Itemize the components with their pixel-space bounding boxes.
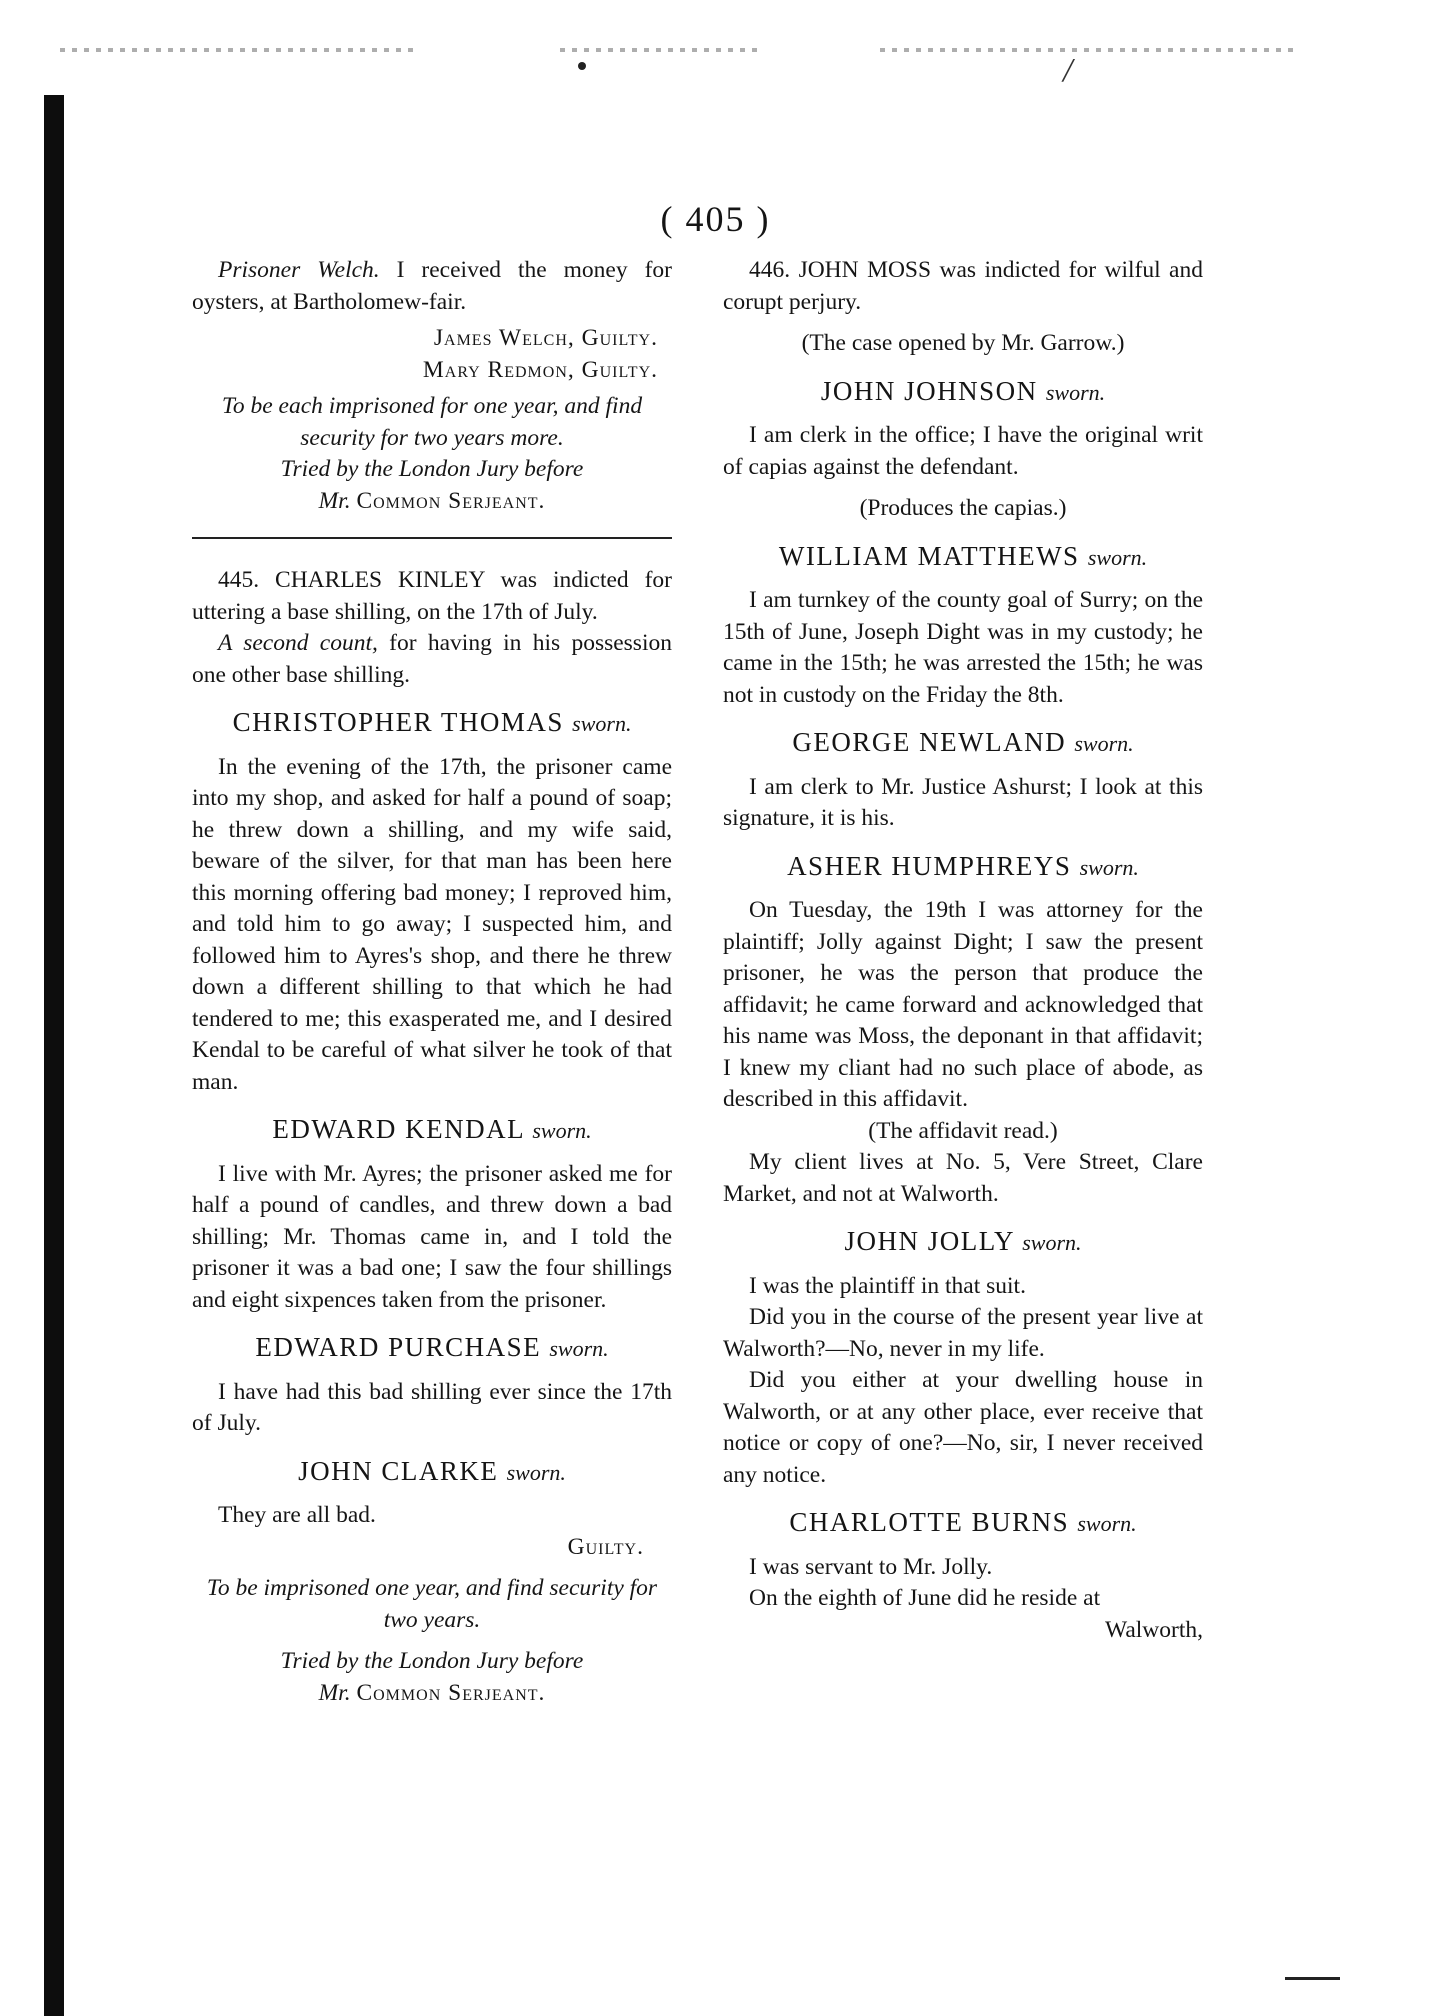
witness-testimony: I am turnkey of the county goal of Surry; on the 15th of June, Joseph Dight was in my custody; he came in the 15th; he was arrested the 15th; he was not in custody on the Friday the 8th. <box>723 587 1203 708</box>
witness-testimony: I am clerk to Mr. Justice Ashurst; I look at this signature, it is his. <box>723 773 1203 831</box>
case-445-heading: 445. CHARLES KINLEY was indicted for uttering a base shilling, on the 17th of July. <box>192 567 672 625</box>
scan-smudge <box>560 48 760 52</box>
witness-heading <box>723 851 1203 884</box>
sworn-label: sworn. <box>532 1118 592 1143</box>
witness-name: JOHN CLARKE <box>298 1455 499 1486</box>
witness-testimony: I have had this bad shilling ever since the 17th of July. <box>192 1378 672 1436</box>
ink-dot <box>578 62 586 70</box>
witness-heading <box>723 727 1203 760</box>
witness-name: EDWARD PURCHASE <box>255 1332 542 1362</box>
affidavit-read-note: (The affidavit read.) <box>868 1117 1058 1144</box>
witness-testimony: On Tuesday, the 19th I was attorney for the plaintiff; Jolly against Dight; I saw the present prisoner, he was the person that produce the affidavit; he came forward and acknowledged that his name was Moss, the deponant in that affidavit; I knew my cliant had no such place of abode, as described in this affidavit. <box>723 897 1203 1112</box>
welch-statement <box>192 255 672 318</box>
witness-heading <box>192 1114 672 1147</box>
witness-name: JOHN JOHNSON <box>820 375 1038 406</box>
tried-by-judge <box>192 486 672 518</box>
scan-smudge <box>880 48 1300 52</box>
sworn-label: sworn. <box>572 711 632 736</box>
witness-name: GEORGE NEWLAND <box>792 727 1067 757</box>
left-column <box>192 255 672 1709</box>
tried-by: Tried by the London Jury before <box>280 456 584 482</box>
footer-rule <box>1285 1977 1340 1980</box>
witness-heading <box>192 1332 672 1365</box>
witness-heading <box>723 1226 1203 1259</box>
verdict-welch: James Welch, Guilty. <box>433 325 658 351</box>
witness-name: ASHER HUMPHREYS <box>787 850 1072 881</box>
sworn-label: sworn. <box>1079 854 1139 880</box>
witness-testimony: I was the plaintiff in that suit. <box>749 1272 1026 1299</box>
witness-name: EDWARD KENDAL <box>272 1114 525 1144</box>
witness-heading <box>723 376 1203 409</box>
judge-title: Mr. <box>318 487 351 514</box>
case-446-heading: 446. JOHN MOSS was indicted for wilful and corupt perjury. <box>723 257 1203 315</box>
witness-name: JOHN JOLLY <box>844 1226 1014 1256</box>
witness-heading <box>192 707 672 740</box>
right-column <box>723 255 1203 1646</box>
witness-testimony: Did you either at your dwelling house in Walworth, or at any other place, ever receive that notice or copy of one?—No, sir, I never received any notice. <box>723 1367 1203 1488</box>
witness-heading <box>723 541 1203 574</box>
page-number: ( 405 ) <box>660 199 771 239</box>
sworn-label: sworn. <box>1022 1230 1082 1255</box>
sworn-label: sworn. <box>506 1459 566 1485</box>
produces-note: (Produces the capias.) <box>859 495 1067 521</box>
binding-shadow <box>44 95 64 2016</box>
sworn-label: sworn. <box>1077 1511 1137 1536</box>
verdict-redmon: Mary Redmon, Guilty. <box>422 356 658 383</box>
witness-testimony: On the eighth of June did he reside at <box>749 1585 1101 1611</box>
witness-testimony: Did you in the course of the present year live at Walworth?—No, never in my life. <box>723 1304 1203 1362</box>
sentence: To be imprisoned one year, and find security for two years. <box>206 1575 658 1633</box>
witness-testimony: In the evening of the 17th, the prisoner came into my shop, and asked for half a pound of soap; he threw down a shilling, and my wife said, beware of the silver, for that man has been here this morning offering bad money; I reproved him, and told him to go away; I suspected him, and followed him to Ayres's shop, and there he threw down a different shilling to that which he had tendered to me; this exasperated me, and I desired Kendal to be careful of what silver he took of that man. <box>192 753 672 1095</box>
judge-name: Common Serjeant. <box>356 487 546 514</box>
sworn-label: sworn. <box>1074 731 1134 756</box>
second-count-text: for having in his possession one other base shilling. <box>192 630 672 688</box>
folio-mark: / <box>1063 52 1073 89</box>
witness-testimony: I am clerk in the office; I have the original writ of capias against the defendant. <box>723 422 1203 480</box>
sworn-label: sworn. <box>1045 379 1106 405</box>
tried-by-judge <box>192 1678 672 1710</box>
witness-name: CHARLOTTE BURNS <box>789 1507 1070 1537</box>
scan-smudge <box>60 48 420 52</box>
second-count <box>192 628 672 691</box>
witness-name: CHRISTOPHER THOMAS <box>232 707 564 737</box>
judge-name: Common Serjeant. <box>356 1679 546 1706</box>
witness-name: WILLIAM MATTHEWS <box>778 540 1080 571</box>
sentence: To be each imprisoned for one year, and find security for two years more. <box>221 393 643 451</box>
affidavit-text: My client lives at No. 5, Vere Street, Clare Market, and not at Walworth. <box>723 1149 1203 1207</box>
sworn-label: sworn. <box>549 1336 609 1361</box>
section-divider <box>192 537 672 539</box>
sworn-label: sworn. <box>1087 544 1148 570</box>
witness-testimony: They are all bad. <box>218 1502 376 1528</box>
judge-title: Mr. <box>318 1679 351 1706</box>
verdict: Guilty. <box>567 1533 644 1560</box>
statement-text: I received the money for oysters, at Bartholomew-fair. <box>192 257 672 315</box>
case-opened-note: (The case opened by Mr. Garrow.) <box>801 330 1125 356</box>
tried-by: Tried by the London Jury before <box>280 1648 584 1674</box>
catchword: Walworth, <box>1105 1616 1203 1643</box>
witness-testimony: I was servant to Mr. Jolly. <box>749 1553 993 1580</box>
second-count-label: A second count, <box>218 630 378 656</box>
witness-heading <box>723 1507 1203 1540</box>
witness-heading <box>192 1456 672 1489</box>
witness-testimony: I live with Mr. Ayres; the prisoner asked me for half a pound of candles, and threw down a bad shilling; Mr. Thomas came in, and I told the prisoner it was a bad one; I saw the four shillings and eight sixpences taken from the prisoner. <box>192 1160 672 1313</box>
speaker-label: Prisoner Welch. <box>218 257 380 283</box>
